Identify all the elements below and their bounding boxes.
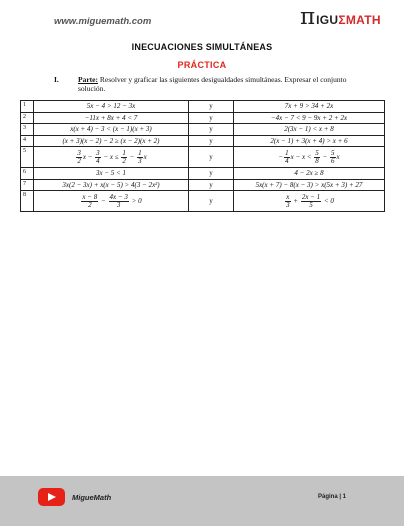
logo-text-b: MATH	[345, 13, 381, 27]
math-text: x	[143, 152, 147, 161]
left-inequality	[34, 191, 189, 212]
numerator: 4x − 3	[109, 192, 128, 201]
math-text: − x ≤	[101, 152, 121, 161]
math-text: −	[278, 152, 284, 161]
right-inequality: 2(3x − 1) < x + 8	[234, 124, 385, 136]
left-inequality: x(x + 4) − 3 < (x − 1)(x + 3)	[34, 124, 189, 136]
math-text: < 0	[322, 196, 334, 205]
practice-subtitle: PRÁCTICA	[177, 60, 227, 70]
math-text: > 0	[129, 196, 142, 205]
numerator: 1	[285, 148, 289, 157]
row-number: 8	[21, 191, 34, 212]
math-text: +	[291, 196, 300, 205]
page-header	[0, 0, 404, 36]
right-inequality	[234, 147, 385, 168]
logo-sigma: Σ	[338, 13, 346, 27]
denominator: 5	[309, 200, 313, 209]
logo-wordmark	[316, 12, 381, 28]
table-row	[21, 135, 385, 147]
math-text: −	[127, 152, 137, 161]
table-row	[21, 112, 385, 124]
left-inequality: 3x − 5 < 1	[34, 168, 189, 180]
numerator: 5	[315, 148, 319, 157]
denominator: 3	[286, 200, 290, 209]
numerator: 1	[138, 148, 142, 157]
fraction	[284, 150, 290, 165]
table-row	[21, 179, 385, 191]
numerator: 3	[96, 148, 100, 157]
denominator: 2	[77, 156, 81, 165]
fraction	[109, 194, 129, 209]
right-inequality: 2(x − 1) + 3(x + 4) > x + 6	[234, 135, 385, 147]
conjunction: y	[189, 147, 234, 168]
table-row	[21, 191, 385, 212]
conjunction: y	[189, 112, 234, 124]
document-title: INECUACIONES SIMULTÁNEAS	[131, 42, 273, 52]
denominator: 6	[331, 156, 335, 165]
right-inequality: 7x + 9 > 34 + 2x	[234, 101, 385, 113]
row-number: 2	[21, 112, 34, 124]
numerator: 5	[331, 148, 335, 157]
row-number: 1	[21, 101, 34, 113]
denominator: 4	[96, 156, 100, 165]
denominator: 3	[138, 156, 142, 165]
page-footer	[0, 476, 404, 526]
numerator: 2x − 1	[301, 192, 321, 201]
right-inequality: −4x − 7 < 9 − 9x + 2 + 2x	[234, 112, 385, 124]
conjunction: y	[189, 135, 234, 147]
fraction	[76, 150, 82, 165]
fraction	[330, 150, 336, 165]
denominator: 8	[315, 156, 319, 165]
left-inequality: 3x(2 − 3x) + x(x − 5) > 4(3 − 2x²)	[34, 179, 189, 191]
site-url[interactable]: www.miguemath.com	[54, 16, 152, 27]
footer-brand[interactable]: MigueMath	[72, 493, 112, 502]
instructions-text: Resolver y graficar las siguientes desigualdades simultáneas. Expresar el conjunto solución.	[78, 75, 347, 93]
denominator: 4	[285, 156, 289, 165]
math-text: x −	[82, 152, 95, 161]
youtube-icon[interactable]	[38, 488, 65, 506]
logo-text-a: IGU	[316, 13, 339, 27]
numerator: x − 8	[82, 192, 98, 201]
numerator: 3	[77, 148, 81, 157]
left-inequality: −11x + 8x + 4 < 7	[34, 112, 189, 124]
page-number: Página | 1	[318, 494, 347, 500]
denominator: 2	[88, 200, 92, 209]
math-text: x − x <	[290, 152, 314, 161]
fraction	[314, 150, 320, 165]
logo-pi-symbol: π	[300, 4, 316, 30]
part-label: Parte:	[78, 75, 98, 84]
row-number: 6	[21, 168, 34, 180]
row-number: 3	[21, 124, 34, 136]
fraction	[121, 150, 127, 165]
table-row	[21, 147, 385, 168]
brand-logo	[300, 6, 381, 28]
denominator: 3	[116, 200, 121, 209]
fraction	[137, 150, 143, 165]
right-inequality: 5x(x + 7) − 8(x − 3) > x(5x + 3) + 27	[234, 179, 385, 191]
conjunction: y	[189, 124, 234, 136]
fraction	[81, 194, 98, 209]
fraction	[95, 150, 101, 165]
fraction	[301, 194, 321, 209]
table-row	[21, 101, 385, 113]
instructions-body	[78, 75, 354, 93]
row-number: 7	[21, 179, 34, 191]
conjunction: y	[189, 191, 234, 212]
left-inequality: (x + 3)(x − 2) − 2 ≥ (x − 2)(x + 2)	[34, 135, 189, 147]
math-text: −	[99, 196, 108, 205]
table-row	[21, 168, 385, 180]
left-inequality: 5x − 4 > 12 − 3x	[34, 101, 189, 113]
row-number: 4	[21, 135, 34, 147]
table-row	[21, 124, 385, 136]
numerator: x	[286, 192, 290, 201]
numerator: 1	[122, 148, 126, 157]
math-text: x	[336, 152, 340, 161]
right-inequality	[234, 191, 385, 212]
section-number: I.	[54, 75, 59, 84]
conjunction: y	[189, 168, 234, 180]
left-inequality	[34, 147, 189, 168]
instructions	[54, 75, 354, 93]
fraction	[285, 194, 291, 209]
conjunction: y	[189, 179, 234, 191]
exercise-table	[20, 100, 385, 212]
row-number: 5	[21, 147, 34, 168]
denominator: 2	[122, 156, 126, 165]
math-text: −	[320, 152, 330, 161]
conjunction: y	[189, 101, 234, 113]
right-inequality: 4 − 2x ≥ 8	[234, 168, 385, 180]
